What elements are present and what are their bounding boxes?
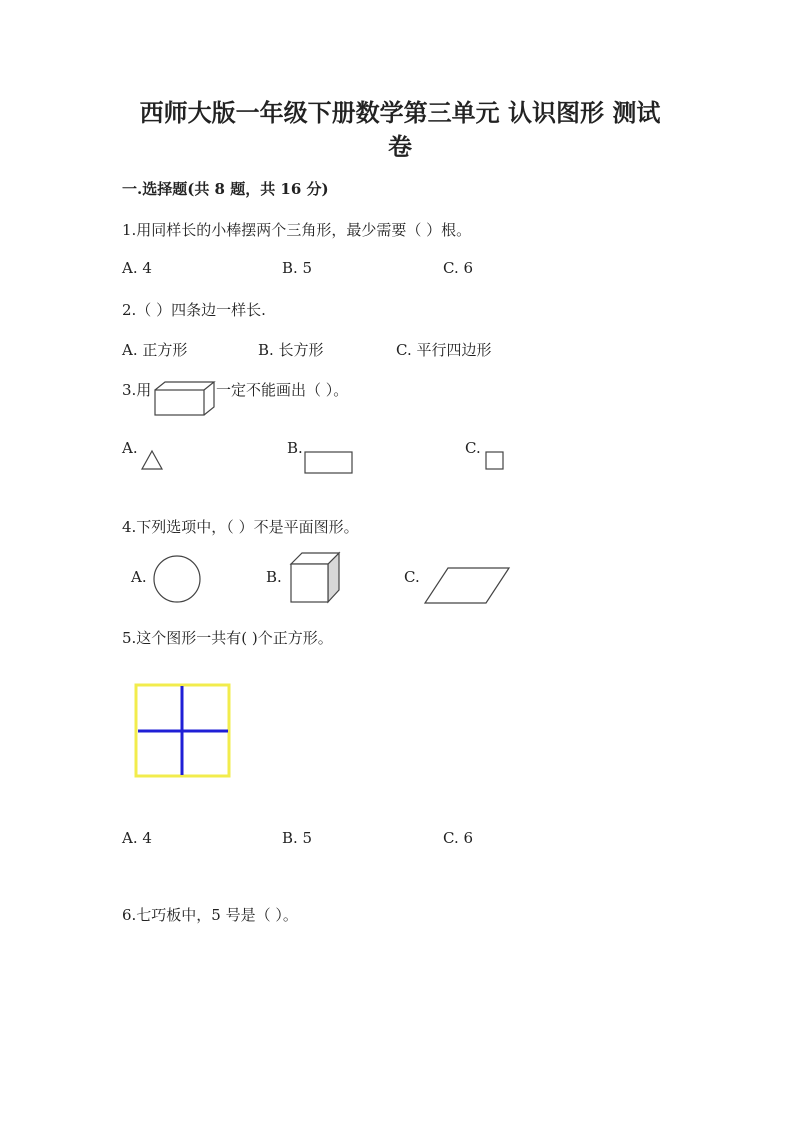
title-line-1: 西师大版一年级下册数学第三单元 认识图形 测试 [139, 98, 661, 127]
four-square-grid-figure [134, 683, 232, 779]
section-header: 一.选择题(共 8 题，共 16 分) [122, 180, 329, 198]
question-4: 4.下列选项中，（ ）不是平面图形。 [122, 518, 359, 536]
q4-option-c[interactable]: C. [404, 568, 420, 586]
q2-option-b[interactable]: B. 长方形 [258, 341, 324, 359]
question-3-suffix: 一定不能画出（ ）。 [216, 381, 349, 399]
q3-option-a[interactable]: A. [122, 439, 138, 457]
q4-option-a[interactable]: A. [131, 568, 147, 586]
cuboid-icon [154, 381, 216, 417]
page-title [0, 96, 800, 164]
q2-option-c[interactable]: C. 平行四边形 [396, 341, 492, 359]
title-line-2: 卷 [388, 132, 412, 161]
square-icon [485, 451, 505, 471]
q1-option-b[interactable]: B. 5 [282, 259, 313, 277]
parallelogram-icon [424, 567, 510, 605]
question-3-prefix: 3.用 [122, 381, 152, 399]
question-6: 6.七巧板中，5 号是（ ）。 [122, 906, 298, 924]
question-1: 1.用同样长的小棒摆两个三角形，最少需要（ ）根。 [122, 221, 472, 239]
q2-option-a[interactable]: A. 正方形 [122, 341, 188, 359]
question-2: 2.（ ）四条边一样长. [122, 301, 266, 319]
question-5: 5.这个图形一共有( )个正方形。 [122, 629, 333, 647]
q3-option-c[interactable]: C. [465, 439, 481, 457]
q3-option-b[interactable]: B. [287, 439, 303, 457]
triangle-icon [141, 450, 163, 470]
q5-option-c[interactable]: C. 6 [443, 829, 474, 847]
circle-icon [152, 554, 202, 604]
rectangle-icon [304, 451, 354, 475]
q1-option-a[interactable]: A. 4 [122, 259, 152, 277]
cube-icon [289, 552, 341, 604]
q1-option-c[interactable]: C. 6 [443, 259, 474, 277]
q5-option-b[interactable]: B. 5 [282, 829, 313, 847]
q5-option-a[interactable]: A. 4 [122, 829, 152, 847]
q4-option-b[interactable]: B. [266, 568, 282, 586]
